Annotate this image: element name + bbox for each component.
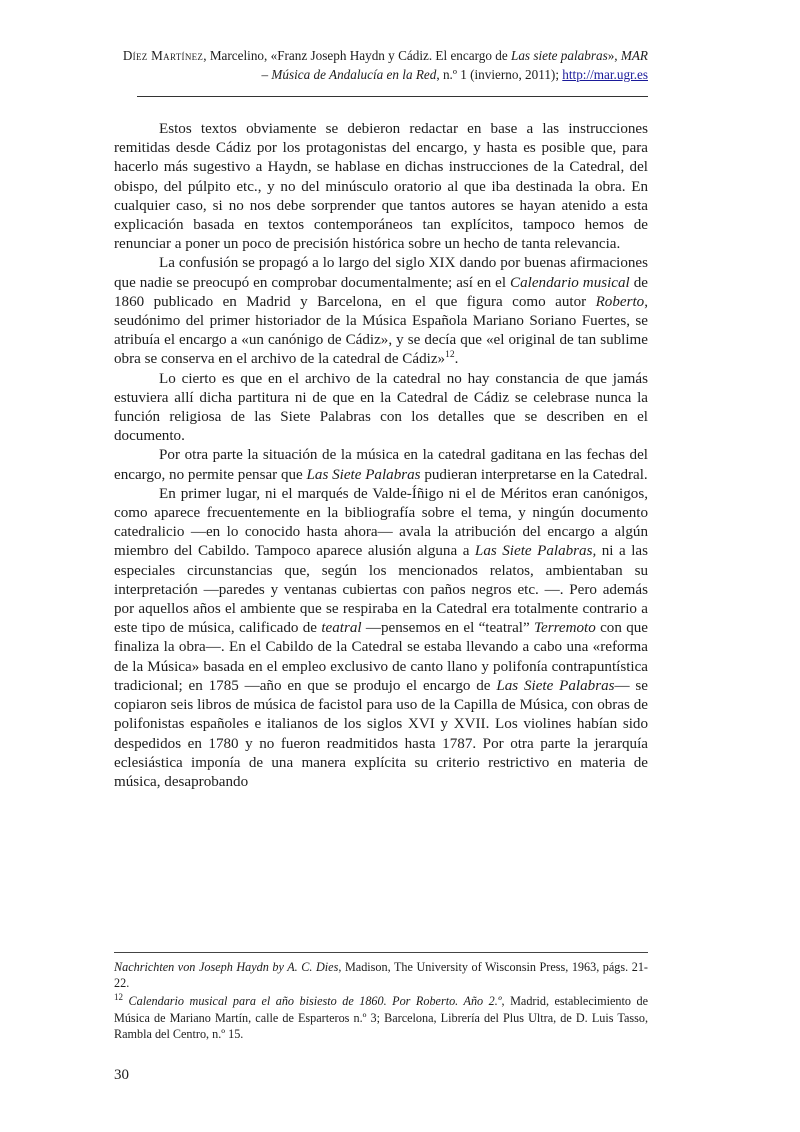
header-issue: , n.º 1 (invierno, 2011); (436, 67, 563, 82)
paragraph-5-text-e: — se copiaron seis libros de música de facistol para uso de la Capilla de Música, con obras de polifonistas españoles e italianos de los siglos XVI y XVII. Los violines habían sido despedidos en 1780 y no fueron readmitidos hasta 1787. Por otra parte la jerarquía eclesiástica imponía de una manera explícita su criterio restrictivo en materia de música, desaprobando (114, 677, 648, 790)
header-work-title: Las siete palabras (510, 48, 608, 63)
header-url-link[interactable]: http://mar.ugr.es (562, 67, 648, 82)
paragraph-2-italic-roberto: Roberto (595, 293, 645, 310)
paragraph-2-italic-calendario: Calendario musical (510, 274, 630, 291)
paragraph-4-text-a: Por otra parte la situación de la música en la catedral gaditana en las fechas del encargo, no permite pensar que (114, 447, 648, 483)
footnote-rule (114, 952, 648, 953)
page-number: 30 (114, 1067, 129, 1083)
footnote-ref-12[interactable]: 12 (445, 350, 455, 361)
paragraph-5-italic-title-1: Las Siete Palabras, (474, 543, 597, 560)
paragraph-5-text-a: En primer lugar, ni el marqués de Valde-Íñigo ni el de Méritos eran canónigos, como aparece frecuentemente en la bibliografía sobre el tema, y ningún documento catedralicio —en lo conocido hasta ahora— avala la atribución del encargo a algún miembro del Cabildo. Tampoco aparece alusión alguna a (114, 485, 648, 560)
paragraph-2-text-c: , seudónimo del primer historiador de la Música Española Mariano Soriano Fuertes, se atribuía el encargo a «un canónigo de Cádiz», y se decía que «el original de tan sublime obra se conserva en el archivo de la catedral de Cádiz» (114, 293, 648, 368)
footnote-11 (114, 959, 648, 991)
paragraph-5-italic-terremoto: Terremoto (534, 620, 596, 637)
header-journal-abbrev: MAR (620, 48, 648, 63)
header-rule (137, 96, 648, 97)
footnote-11-text: , Madison, The University of Wisconsin Press, 1963, págs. 21-22. (114, 960, 648, 991)
footnote-11-italic: Nachrichten von Joseph Haydn by A. C. Dies (114, 960, 339, 974)
footnote-12-italic: Calendario musical para el año bisiesto de 1860. Por Roberto. Año 2.º (128, 994, 502, 1009)
body-text (114, 120, 648, 792)
paragraph-4-text-b: pudieran interpretarse en la Catedral. (420, 466, 648, 483)
header-citation-part1: , Marcelino, «Franz Joseph Haydn y Cádiz. El encargo de (203, 48, 511, 63)
footnote-12-number: 12 (114, 992, 123, 1003)
paragraph-2-text-a: La confusión se propagó a lo largo del siglo XIX dando por buenas afirmaciones que nadie se preocupó en comprobar documentalmente; así en el (114, 255, 648, 291)
footnote-12 (114, 993, 648, 1042)
paragraph-5-text-d: con que finaliza la obra—. En el Cabildo de la Catedral se estaba llevando a cabo una «reforma de la Música» basada en el empleo exclusivo de canto llano y polifonía contrapuntística tradicional; en 1785 —año en que se produjo el encargo de (114, 620, 649, 694)
footnotes (114, 959, 648, 1044)
paragraph-4 (114, 446, 648, 484)
paragraph-3: Lo cierto es que en el archivo de la catedral no hay constancia de que jamás estuviera allí dicha partitura ni de que en la Catedral de Cádiz se celebrase nunca la función religiosa de las Siete Palabras con los detalles que se describen en el documento. (114, 370, 648, 445)
paragraph-5-text-b: ni a las especiales circunstancias que, según los mencionados relatos, ambientaban su interpretación —paredes y ventanas cubiertas con paños negros etc. —. Pero además por aquellos años el ambiente que se respiraba en la Catedral era totalmente contrario a este tipo de música, calificado de (114, 543, 648, 637)
header-author: Díez Martínez (122, 48, 204, 63)
header-journal-name: – Música de Andalucía en la Red (261, 67, 437, 82)
header-citation-part2: », (607, 48, 621, 63)
running-header (118, 46, 648, 84)
paragraph-2-text-d: . (454, 351, 459, 368)
footnote-12-text: , Madrid, establecimiento de Música de Mariano Martín, calle de Esparteros n.º 3; Barcelona, Librería del Plus Ultra, de D. Luis Tasso, Rambla del Centro, n.º 15. (114, 994, 648, 1041)
paragraph-2-text-b: de 1860 publicado en Madrid y Barcelona, en el que figura como autor (114, 274, 648, 310)
paragraph-5 (114, 485, 648, 792)
paragraph-5-italic-title-2: Las Siete Palabras (496, 677, 615, 694)
paragraph-2 (114, 254, 648, 369)
paragraph-5-text-c: —pensemos en el “teatral” (361, 620, 534, 637)
paragraph-4-italic-title: Las Siete Palabras (306, 466, 421, 483)
paragraph-5-italic-teatral: teatral (321, 620, 362, 637)
paragraph-1: Estos textos obviamente se debieron redactar en base a las instrucciones remitidas desde Cádiz por los protagonistas del encargo, y hasta es posible que, para hacerlo más sugestivo a Haydn, se hablase en dichas instrucciones de la Catedral, del obispo, del púlpito etc., y no del minúsculo oratorio al que iba destinada la obra. En cualquier caso, si no nos debe sorprender que tantos autores se hayan atenido a esta explicación basada en textos contemporáneos tan explícitos, tampoco hemos de renunciar a poner un poco de precisión histórica sobre un hecho de tanta relevancia. (114, 121, 648, 253)
